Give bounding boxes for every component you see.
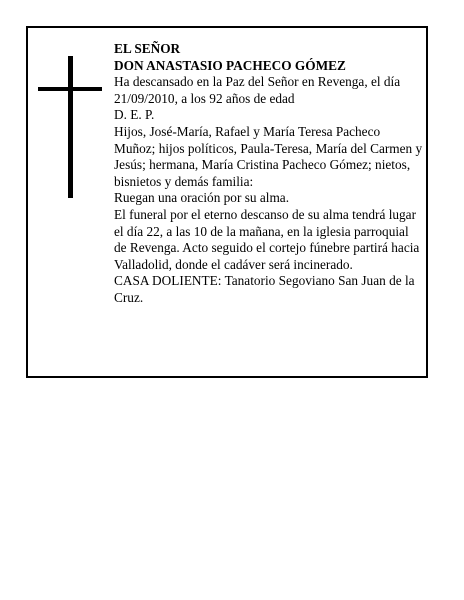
prayer-request: Ruegan una oración por su alma. — [114, 190, 290, 206]
obituary-notice — [26, 26, 428, 378]
family-list: Hijos, José-María, Rafael y María Teresa Pacheco Muñoz; hijos políticos, Paula-Teresa, María del Carmen y Jesús; hermana, María Cristina Pacheco Gómez; nietos, bisnietos y demás familia: — [114, 123, 423, 189]
death-announcement: Ha descansado en la Paz del Señor en Revenga, el día 21/09/2010, a los 92 años de edad — [114, 74, 401, 106]
mourning-house: CASA DOLIENTE: Tanatorio Segoviano San Juan de la Cruz. — [114, 273, 415, 305]
rest-in-peace: D. E. P. — [114, 107, 155, 123]
obituary-text — [114, 41, 424, 307]
funeral-details: El funeral por el eterno descanso de su alma tendrá lugar el día 22, a las 10 de la mañana, en la iglesia parroquial de Revenga. Acto seguido el cortejo fúnebre partirá hacia Valladolid, donde el cadáver será incinerado. — [114, 206, 420, 272]
title-line-1: EL SEÑOR — [114, 41, 181, 56]
cross-horizontal-bar — [38, 87, 102, 91]
cross-vertical-bar — [68, 56, 73, 198]
deceased-name: DON ANASTASIO PACHECO GÓMEZ — [114, 57, 346, 73]
